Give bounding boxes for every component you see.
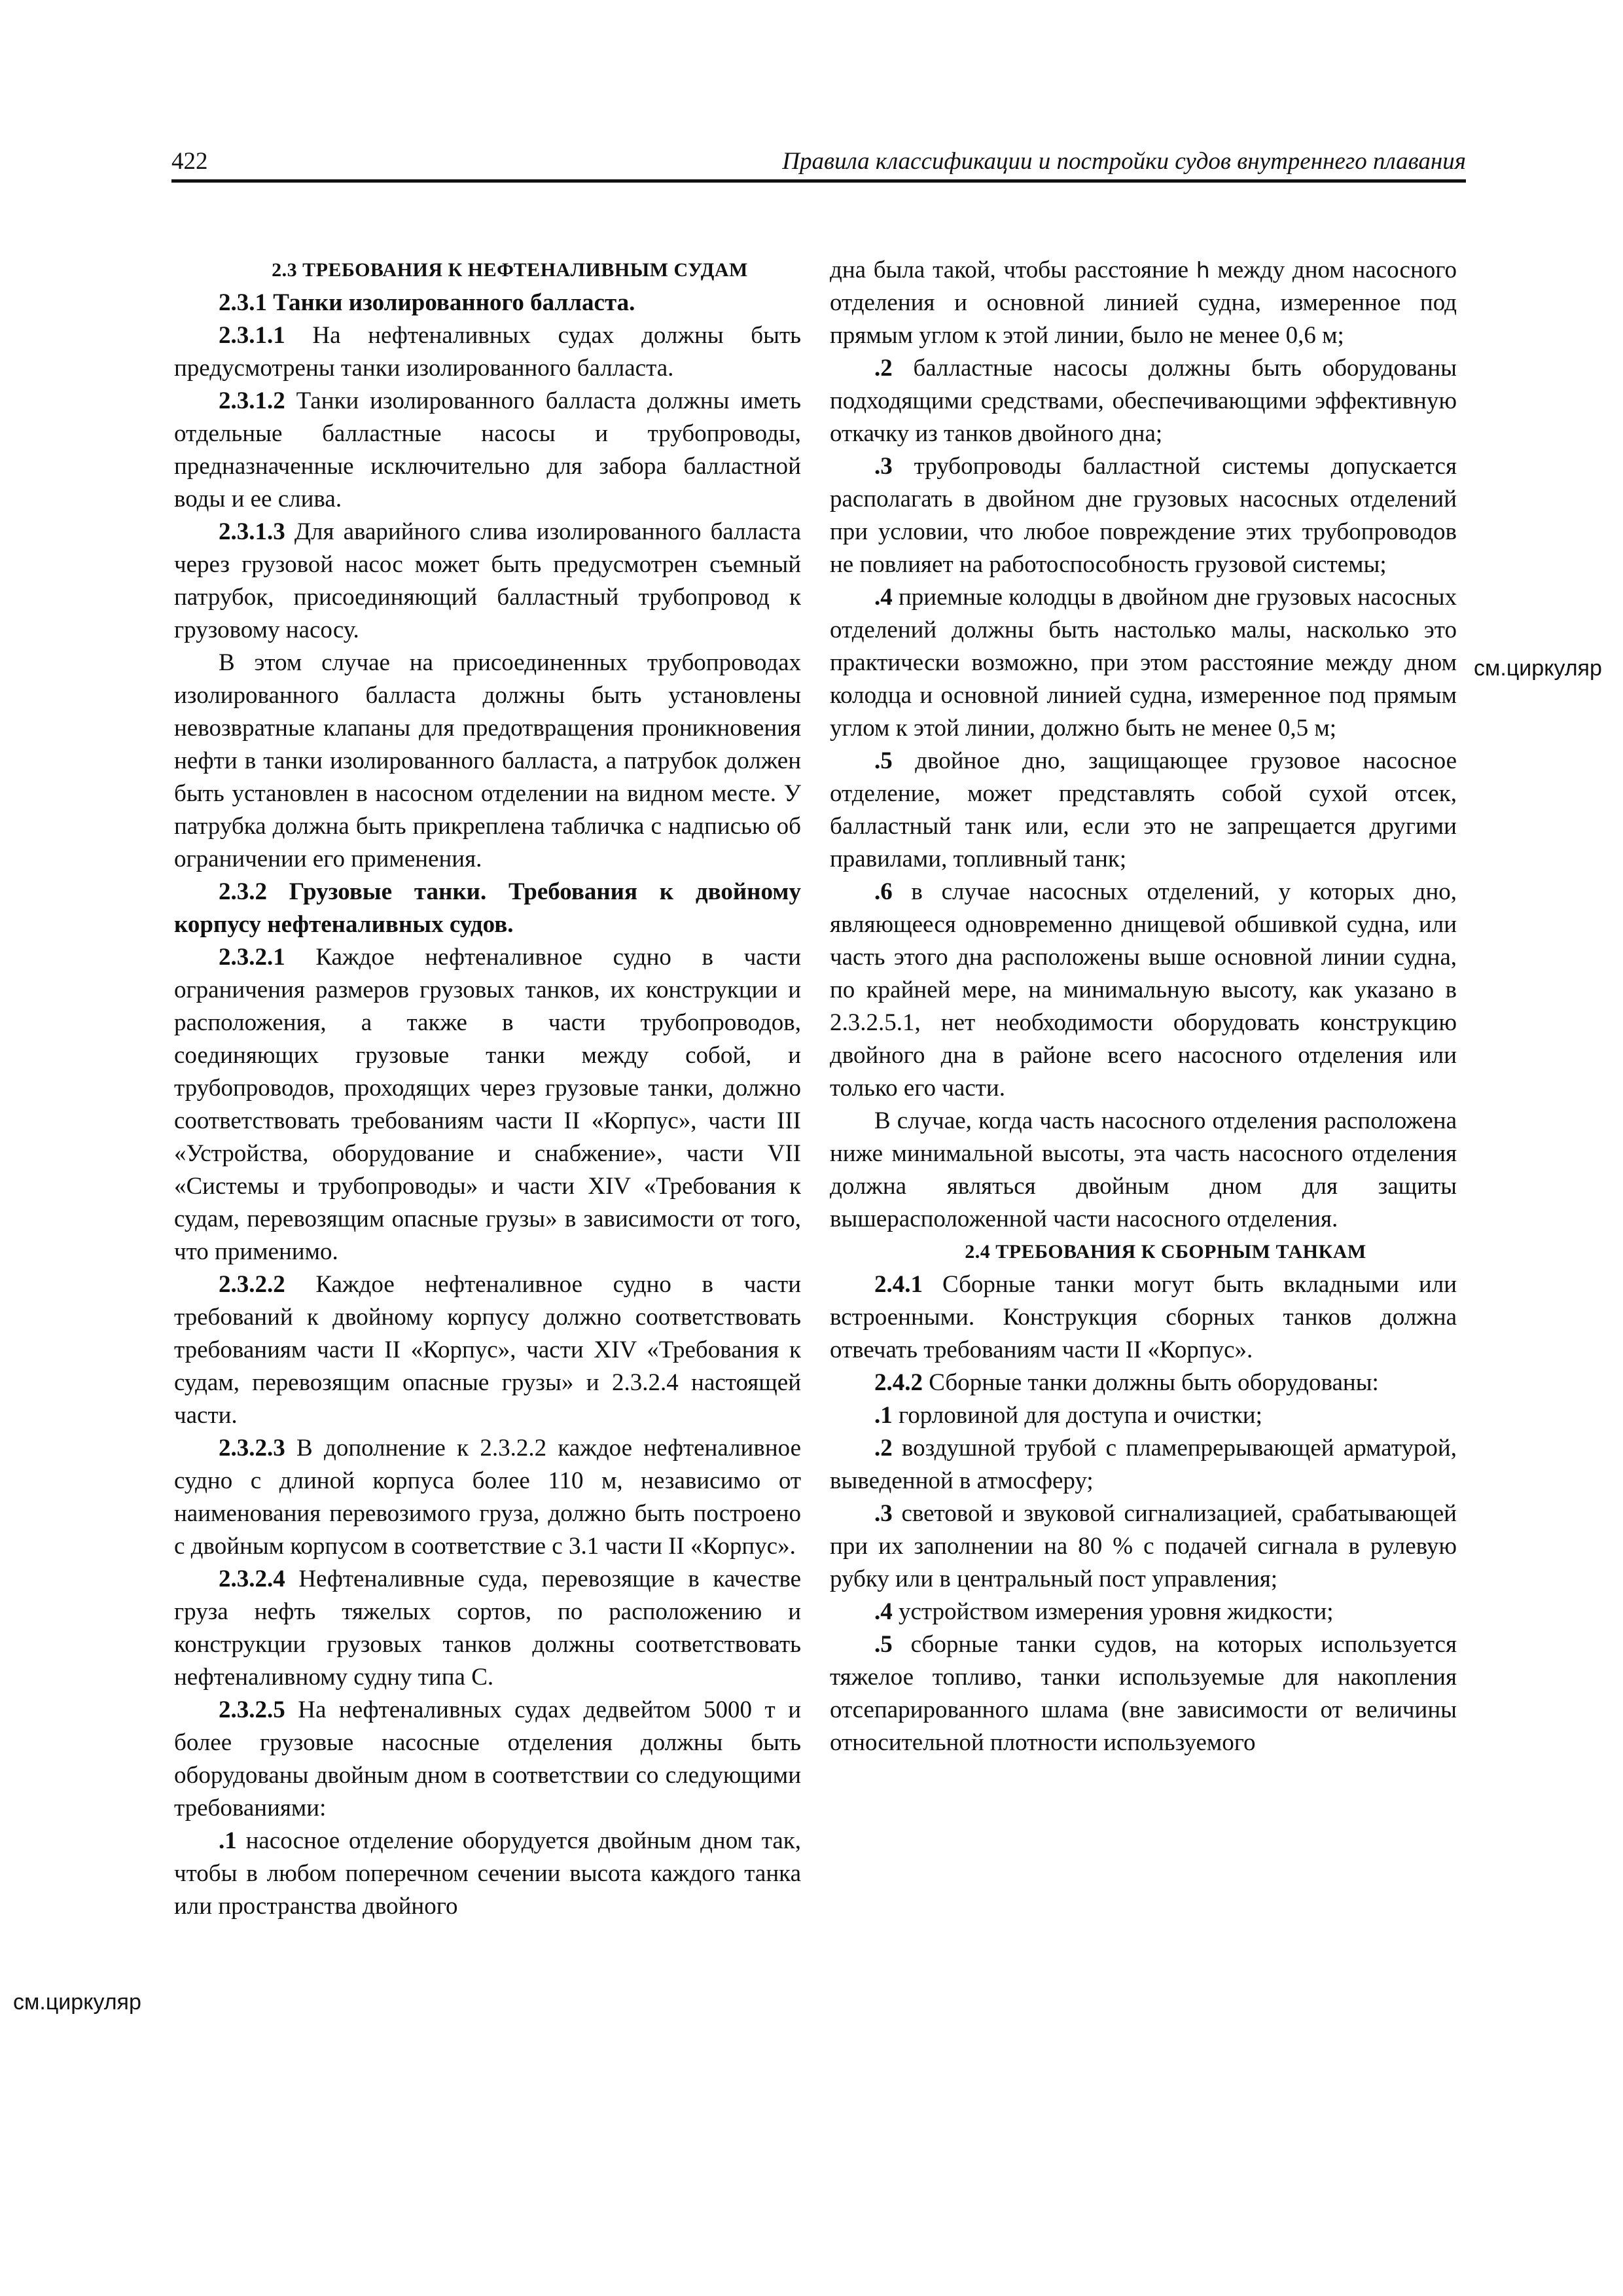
item-number: .6 [874,878,893,905]
h-symbol: h [1196,257,1210,283]
item-text: в случае насосных отделений, у которых дно, являющееся одновременно днищевой обшивкой судна, или часть этого дна расположены выше основной линии судна, по крайней мере, на минимальную высоту, как указано в 2.3.2.5.1, нет необходимости оборудовать конструкцию двойного дна в районе всего насосного отделения или только его части. [830,878,1457,1102]
right-column [830,254,1457,1759]
paragraph-2-3-2-1 [174,941,801,1268]
paragraph-2-3-1-1 [174,319,801,385]
clause-number: 2.3.2.5 [219,1696,285,1723]
clause-text: Нефтеналивные суда, перевозящие в качестве груза нефть тяжелых сортов, по расположению и конструкции грузовых танков должны соответствовать нефтеналивному судну типа С. [174,1566,801,1691]
page-number: 422 [171,148,208,175]
clause-text: На нефтеналивных судах должны быть предусмотрены танки изолированного балласта. [174,322,801,382]
page-header [171,144,1466,183]
item-number: .1 [219,1827,237,1854]
clause-number: 2.4.2 [874,1369,923,1396]
clause-number: 2.3.2.1 [219,944,285,971]
subheading-2-3-2: 2.3.2 Грузовые танки. Требования к двойному корпусу нефтеналивных судов. [174,878,801,938]
list-item-4 [830,581,1457,745]
paragraph-2-4-1 [830,1268,1457,1367]
clause-number: 2.3.2.3 [219,1435,285,1462]
item-number: .4 [874,1598,893,1625]
paragraph-2-3-2-2 [174,1268,801,1432]
item-number: .4 [874,584,893,611]
list-item-2-4-2-5 [830,1628,1457,1759]
item-text: воздушной трубой с пламепрерывающей арматурой, выведенной в атмосферу; [830,1435,1457,1494]
item-number: .3 [874,453,893,480]
list-item-1 [174,1825,801,1923]
paragraph-2-3-2-3 [174,1432,801,1563]
section-title-2-4: 2.4 ТРЕБОВАНИЯ К СБОРНЫМ ТАНКАМ [965,1241,1366,1263]
list-item-3 [830,450,1457,581]
clause-number: 2.4.1 [874,1271,923,1298]
margin-note-circular-right: см.циркуляр [1474,656,1602,681]
paragraph-2-3-2-4 [174,1563,801,1694]
paragraph-2-3-2-5 [174,1694,801,1825]
list-item-6 [830,876,1457,1105]
left-column [174,254,801,1923]
item-number: .2 [874,355,893,382]
item-number: .1 [874,1402,893,1429]
item-text: приемные колодцы в двойном дне грузовых насосных отделений должны быть настолько малы, насколько это практически возможно, при этом расстояние между дном колодца и основной линией судна, измеренное под прямым углом к этой линии, должно быть не менее 0,5 м; [830,584,1457,742]
list-item-2-4-2-2 [830,1432,1457,1498]
item-text: устройством измерения уровня жидкости; [892,1598,1334,1625]
item-text: сборные танки судов, на которых используется тяжелое топливо, танки используемые для накопления отсепарированного шлама (вне зависимости от величины относительной плотности используемого [830,1631,1457,1756]
paragraph-2-3-1-2 [174,385,801,516]
clause-text: Танки изолированного балласта должны иметь отдельные балластные насосы и трубопроводы, предназначенные исключительно для забора балластной воды и ее слива. [174,387,801,512]
clause-text: Для аварийного слива изолированного балласта через грузовой насос может быть предусмотрен съемный патрубок, присоединяющий балластный трубопровод к грузовому насосу. [174,518,801,643]
item-text: световой и звуковой сигнализацией, срабатывающей при их заполнении на 80 % с подачей сигнала в рулевую рубку или в центральный пост управления; [830,1500,1457,1592]
item-number: .3 [874,1500,893,1527]
clause-text: Каждое нефтеналивное судно в части ограничения размеров грузовых танков, их конструкции и расположения, а также в части трубопроводов, соединяющих грузовые танки между собой, и трубопроводов, проходящих через грузовые танки, должно соответствовать требованиям части II «Корпус», части III «Устройства, оборудование и снабжение», части VII «Системы и трубопроводы» и части XIV «Требования к судам, перевозящим опасные грузы» в зависимости от того, что применимо. [174,944,801,1265]
subheading-2-3-1: 2.3.1 Танки изолированного балласта. [219,289,635,316]
item-text: горловиной для доступа и очистки; [892,1402,1262,1429]
clause-text: В дополнение к 2.3.2.2 каждое нефтеналивное судно с длиной корпуса более 110 м, независимо от наименования перевозимого груза, должно быть построено с двойным корпусом в соответствие с 3.1 части II «Корпус». [174,1435,801,1560]
margin-note-circular-left: см.циркуляр [13,1990,141,2015]
paragraph-case: В этом случае на присоединенных трубопроводах изолированного балласта должны быть установлены невозвратные клапаны для предотвращения проникновения нефти в танки изолированного балласта, а патрубок должен быть установлен в насосном отделении на видном месте. У патрубка должна быть прикреплена табличка с надписью об ограничении его применения. [174,649,801,872]
clause-number: 2.3.1.3 [219,518,285,545]
paragraph-2-4-2 [830,1367,1457,1399]
list-item-2-4-2-4 [830,1596,1457,1628]
paragraph-case-2: В случае, когда часть насосного отделения расположена ниже минимальной высоты, эта часть насосного отделения должна являться двойным дном для защиты вышерасположенной части насосного отделения. [830,1107,1457,1232]
continuation-text-a: дна была такой, чтобы расстояние [830,257,1196,283]
item-number: .2 [874,1435,893,1462]
item-number: .5 [874,747,893,774]
item-text: насосное отделение оборудуется двойным дном так, чтобы в любом поперечном сечении высота каждого танка или пространства двойного [174,1827,801,1920]
section-title-2-3: 2.3 ТРЕБОВАНИЯ К НЕФТЕНАЛИВНЫМ СУДАМ [272,259,748,281]
continuation-text-b: между дном насосного отделения и основной линией судна, измеренное под прямым углом к этой линии, было не менее 0,6 м; [830,257,1457,349]
clause-number: 2.3.1.2 [219,387,285,414]
clause-text: Каждое нефтеналивное судно в части требований к двойному корпусу должно соответствовать требованиям части II «Корпус», части XIV «Требования к судам, перевозящим опасные грузы» и 2.3.2.4 настоящей части. [174,1271,801,1429]
paragraph-continuation [830,254,1457,352]
clause-text: Сборные танки должны быть оборудованы: [923,1369,1379,1396]
list-item-5 [830,745,1457,876]
clause-number: 2.3.2.2 [219,1271,285,1298]
list-item-2 [830,352,1457,450]
running-title: Правила классификации и постройки судов внутреннего плавания [782,148,1466,175]
clause-number: 2.3.1.1 [219,322,285,349]
list-item-2-4-2-1 [830,1399,1457,1432]
item-text: двойное дно, защищающее грузовое насосное отделение, может представлять собой сухой отсек, балластный танк или, если это не запрещается другими правилами, топливный танк; [830,747,1457,872]
list-item-2-4-2-3 [830,1498,1457,1596]
clause-text: На нефтеналивных судах дедвейтом 5000 т и более грузовые насосные отделения должны быть оборудованы двойным дном в соответствии со следующими требованиями: [174,1696,801,1821]
item-text: трубопроводы балластной системы допускается располагать в двойном дне грузовых насосных отделений при условии, что любое повреждение этих трубопроводов не повлияет на работоспособность грузовой системы; [830,453,1457,578]
paragraph-2-3-1-3 [174,516,801,647]
item-number: .5 [874,1631,893,1658]
clause-number: 2.3.2.4 [219,1566,285,1592]
item-text: балластные насосы должны быть оборудованы подходящими средствами, обеспечивающими эффективную откачку из танков двойного дна; [830,355,1457,447]
clause-text: Сборные танки могут быть вкладными или встроенными. Конструкция сборных танков должна отвечать требованиям части II «Корпус». [830,1271,1457,1363]
